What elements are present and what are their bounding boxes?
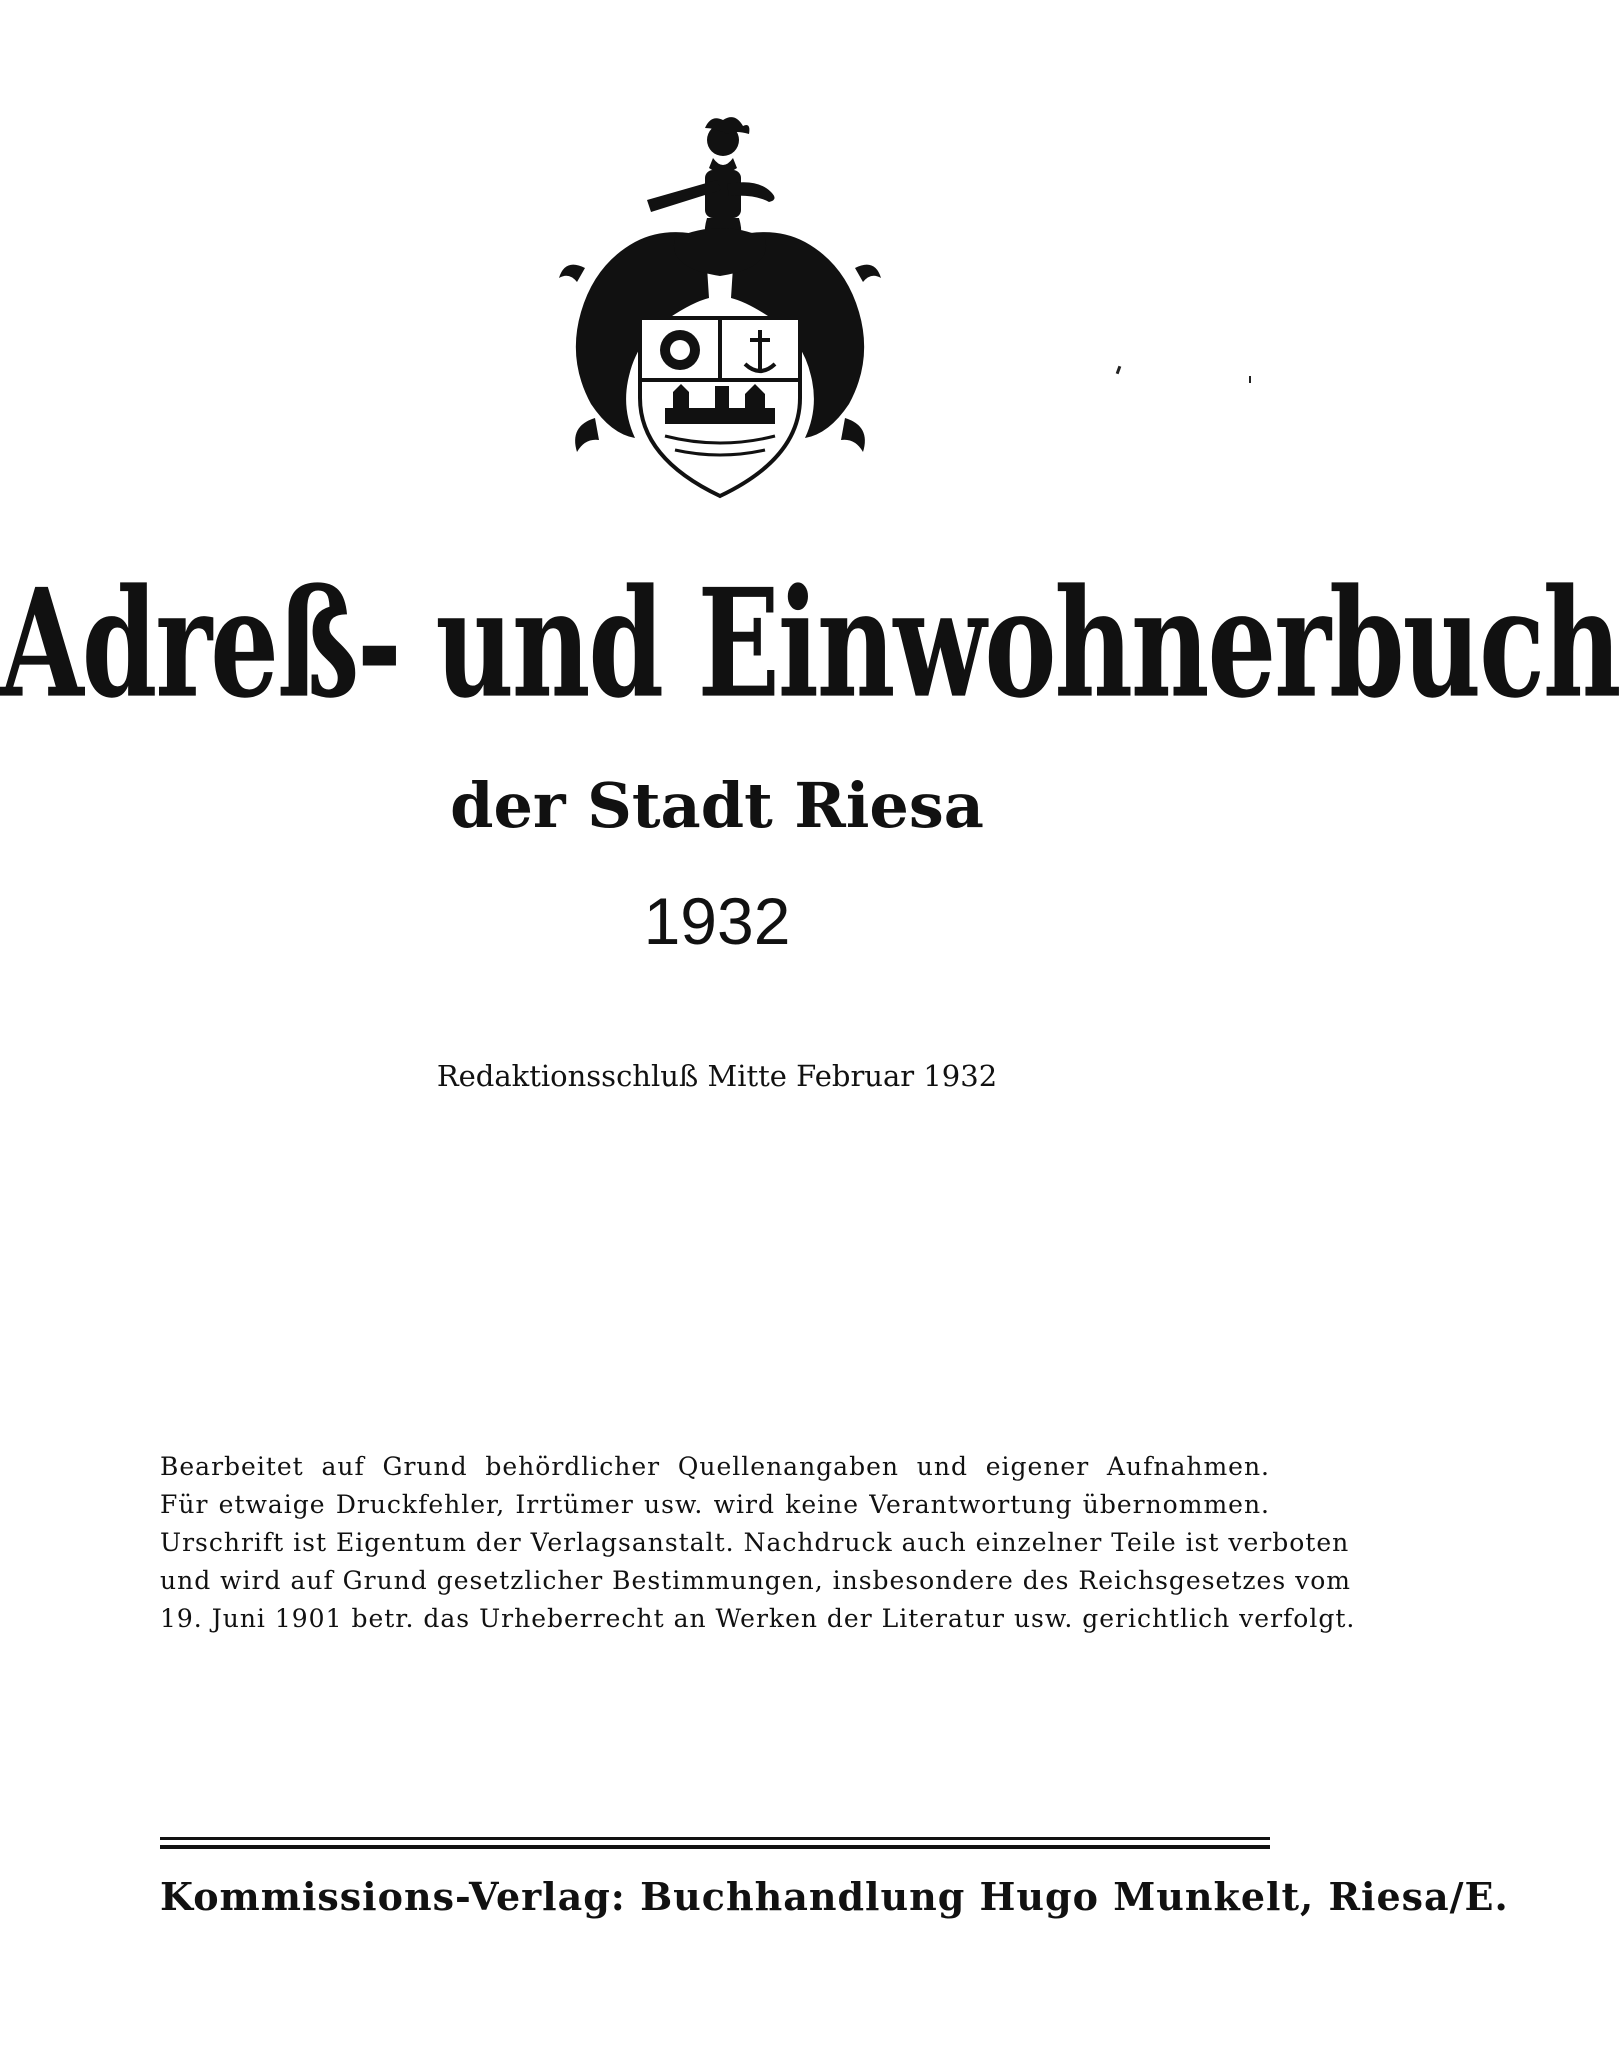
divider-rule-top xyxy=(160,1837,1270,1840)
publisher-line: Kommissions-Verlag: Buchhandlung Hugo Munkelt, Riesa/E. xyxy=(160,1874,1509,1919)
coat-of-arms-icon xyxy=(555,118,885,503)
edition-year: 1932 xyxy=(643,884,791,958)
notice-line: und wird auf Grund gesetzlicher Bestimmungen, insbesondere des Reichsgesetzes vom xyxy=(160,1566,1352,1595)
wild-man-figure xyxy=(647,117,775,248)
book-title: Adreß- und Einwohnerbuch xyxy=(0,557,1619,732)
divider-rule-bottom xyxy=(160,1845,1270,1849)
editorial-deadline: Redaktionsschluß Mitte Februar 1932 xyxy=(436,1059,998,1093)
notice-line: 19. Juni 1901 betr. das Urheberrecht an Werken der Literatur usw. gerichtlich verfolgt. xyxy=(160,1604,1356,1633)
scan-speck xyxy=(1249,376,1251,383)
scan-speck xyxy=(1116,366,1122,375)
notice-line: Urschrift ist Eigentum der Verlagsanstalt. Nachdruck auch einzelner Teile ist verboten xyxy=(160,1528,1350,1557)
city-subtitle: der Stadt Riesa xyxy=(450,769,984,842)
notice-line: Bearbeitet auf Grund behördlicher Quellenangaben und eigener Aufnahmen. xyxy=(160,1452,1270,1481)
copyright-notice xyxy=(160,1448,1356,1638)
notice-line: Für etwaige Druckfehler, Irrtümer usw. wird keine Verantwortung übernommen. xyxy=(160,1490,1270,1519)
